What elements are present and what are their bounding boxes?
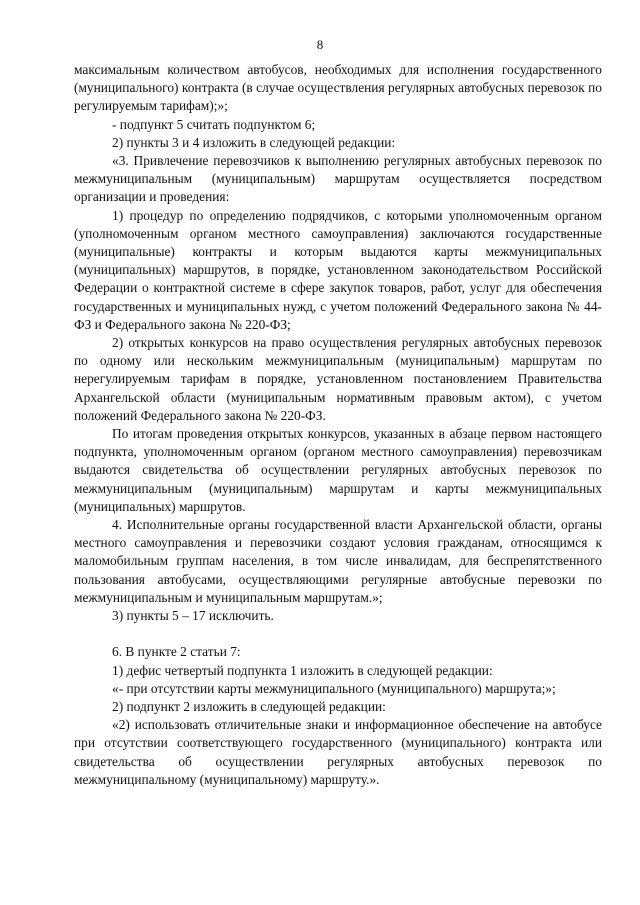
paragraph-contest-results: По итогам проведения открытых конкурсов, указанных в абзаце первом настоящего подпункта, уполномоченным органом (органом местного самоуправления) перевозчикам выдаются свидетельства об осуществлении регулярных автобусных перевозок по межмуниципальным (муниципальным) маршрутам и карты межмуниципальных (муниципальных) маршрутов. (74, 426, 602, 514)
paragraph-subitem-2-heading: 2) подпункт 2 изложить в следующей редакции: (112, 698, 386, 714)
paragraph-dash-four-heading: 1) дефис четвертый подпункта 1 изложить в следующей редакции: (112, 662, 493, 678)
paragraph-items-3-4-heading: 2) пункты 3 и 4 изложить в следующей редакции: (112, 134, 396, 150)
paragraph-items-5-17-remove: 3) пункты 5 – 17 исключить. (112, 608, 274, 624)
paragraph-item-4: 4. Исполнительные органы государственной власти Архангельской области, органы местного самоуправления и перевозчики создают условия гражданам, относящимся к маломобильным группам населения, в том числе инвалидам, для беспрепятственного пользования автобусами, осуществляющими регулярные автобусные перевозки по межмуниципальным и муниципальным маршрутам.»; (74, 517, 602, 605)
page-number: 8 (316, 37, 324, 52)
paragraph-item-3: «3. Привлечение перевозчиков к выполнению регулярных автобусных перевозок по межмуниципальным (муниципальным) маршрутам осуществляется посредством организации и проведения: (74, 153, 602, 205)
paragraph-dash-four-text: «- при отсутствии карты межмуниципального (муниципального) маршрута;»; (112, 680, 556, 696)
paragraph-section-6: 6. В пункте 2 статьи 7: (112, 644, 241, 660)
document-body (74, 61, 602, 789)
paragraph-subitem-2-text: «2) использовать отличительные знаки и информационное обеспечение на автобусе при отсутствии соответствующего государственного (муниципального) контракта или свидетельства об осуществлении регулярных автобусных перевозок по межмуниципальному (муниципальному) маршруту.». (74, 717, 602, 787)
paragraph-item-3-sub-2: 2) открытых конкурсов на право осуществления регулярных автобусных перевозок по одному или нескольким межмуниципальным (муниципальным) маршрутам по нерегулируемым тарифам в порядке, установленном постановлением Правительства Архангельской области (муниципальным нормативным правовым актом), с учетом положений Федерального закона № 220-ФЗ. (74, 335, 602, 423)
paragraph-continuation: максимальным количеством автобусов, необходимых для исполнения государственного (муниципального) контракта (в случае осуществления регулярных автобусных перевозок по регулируемым тарифам);»; (74, 62, 602, 114)
paragraph-item-3-sub-1: 1) процедур по определению подрядчиков, с которыми уполномоченным органом (уполномоченным органом местного самоуправления) заключаются государственные (муниципальные) контракты и которым выдаются карты межмуниципальных (муниципальных) маршрутов, в порядке, установленном законодательством Российской Федерации о контрактной системе в сфере закупок товаров, работ, услуг для обеспечения государственных и муниципальных нужд, с учетом положений Федерального закона № 44-ФЗ и Федерального закона № 220-ФЗ; (74, 207, 602, 332)
paragraph-subitem-renumber: - подпункт 5 считать подпунктом 6; (112, 116, 316, 132)
